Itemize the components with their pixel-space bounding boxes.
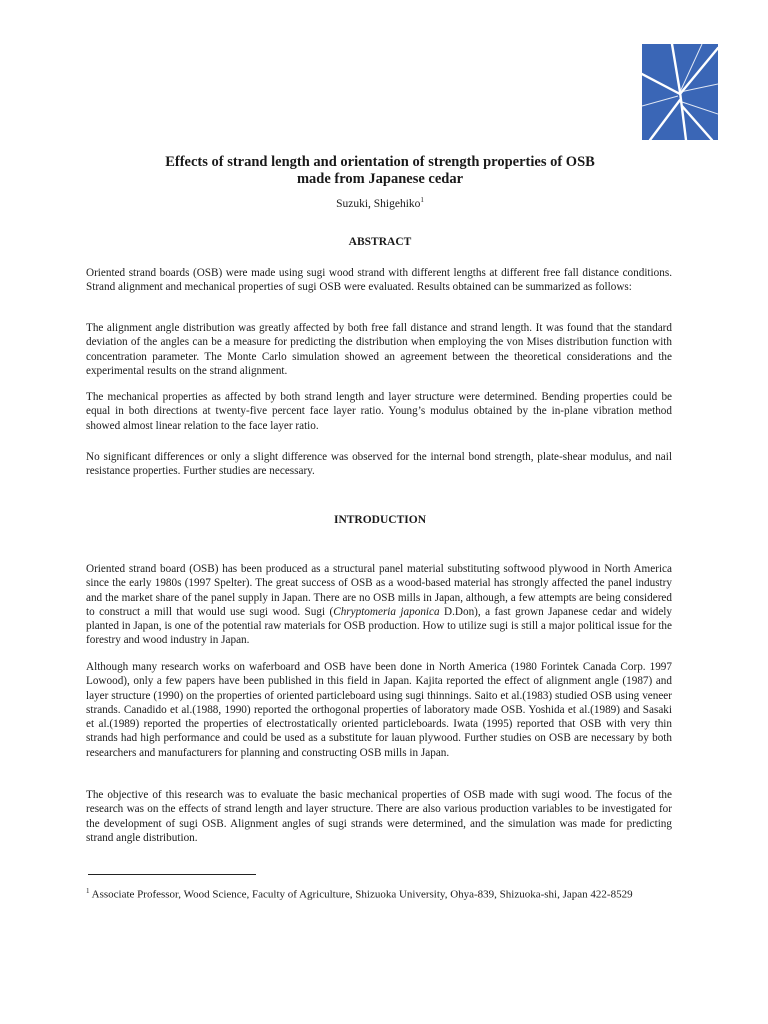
- abstract-paragraph-1: Oriented strand boards (OSB) were made using sugi wood strand with different lengths at different free fall distance conditions. Strand alignment and mechanical properties of sugi OSB were evaluated. Results obtained can be summarized as follows:: [86, 267, 672, 294]
- footnote: [86, 884, 672, 903]
- title-line-1: Effects of strand length and orientation of strength properties of OSB: [165, 154, 595, 170]
- footnote-text: Associate Professor, Wood Science, Faculty of Agriculture, Shizuoka University, Ohya-839, Shizuoka-shi, Japan 422-8529: [89, 888, 633, 901]
- author-name: Suzuki, Shigehiko: [336, 197, 421, 210]
- title-line-2: made from Japanese cedar: [296, 171, 464, 187]
- footnote-divider: [88, 874, 256, 875]
- species-name: Chryptomeria japonica: [333, 605, 440, 618]
- author-line: [120, 196, 640, 210]
- logo-graphic: [642, 44, 718, 140]
- university-logo: [642, 44, 718, 140]
- abstract-paragraph-3: The mechanical properties as affected by both strand length and layer structure were determined. Bending properties could be equal in both directions at twenty-five percent face layer ratio. Young’s modulus obtained by the in-plane vibration method showed almost linear relation to the face layer ratio.: [86, 391, 672, 432]
- abstract-paragraph-4: No significant differences or only a slight difference was observed for the internal bond strength, plate-shear modulus, and nail resistance properties. Further studies are necessary.: [86, 451, 672, 478]
- paper-title: [120, 154, 640, 188]
- introduction-paragraph-3: The objective of this research was to evaluate the basic mechanical properties of OSB made with sugi wood. The focus of the research was on the effects of strand length and layer structure. There are also various production variables to be investigated for the development of sugi OSB. Alignment angles of sugi strands were determined, and the simulation was made for predicting strand angle distribution.: [86, 789, 672, 844]
- abstract-paragraph-2: The alignment angle distribution was greatly affected by both free fall distance and strand length. It was found that the standard deviation of the angles can be a measure for predicting the distribution when employing the von Mises distribution function with concentration parameter. The Monte Carlo simulation showed an agreement between the theoretical considerations and the experimental results on the strand alignment.: [86, 322, 672, 377]
- introduction-heading: INTRODUCTION: [333, 514, 426, 526]
- abstract-heading: ABSTRACT: [348, 236, 412, 248]
- author-footnote-mark: 1: [420, 196, 424, 204]
- introduction-paragraph-2: Although many research works on waferboard and OSB have been done in North America (1980 Forintek Canada Corp. 1997 Lowood), only a few papers have been published in this field in Japan. Kajita reported the effect of alignment angle (1987) and layer structure (1990) on the properties of oriented particleboard using sugi thinnings. Saito et al.(1983) studied OSB using veneer strands. Canadido et al.(1988, 1990) reported the orthogonal properties of laboratory made OSB. Yoshida et al.(1989) and Sasaki et al.(1989) reported the properties of electrostatically oriented particleboards. Iwata (1995) reported that OSB with very thin strands had high performance and could be used as a substitute for lauan plywood. Further studies on OSB are necessary by both researchers and manufacturers for planning and constructing OSB mills in Japan.: [86, 661, 672, 759]
- intro-p1-text-b: D.Don), a fast grown Japanese cedar and widely planted in Japan, is one of the potential raw materials for OSB production. How to utilize sugi is still a major political issue for the forestry and wood industry in Japan.: [86, 605, 672, 647]
- footnote-mark: 1: [86, 887, 90, 895]
- introduction-paragraph-1: [86, 562, 672, 648]
- intro-p1-text-a: Oriented strand board (OSB) has been produced as a structural panel material substituting softwood plywood in North America since the early 1980s (1997 Spelter). The great success of OSB as a wood-based material has strongly affected the panel industry and the market share of the panel supply in Japan. There are no OSB mills in Japan, although, a few attempts are being considered to construct a mill that would use sugi wood. Sugi (: [86, 563, 672, 618]
